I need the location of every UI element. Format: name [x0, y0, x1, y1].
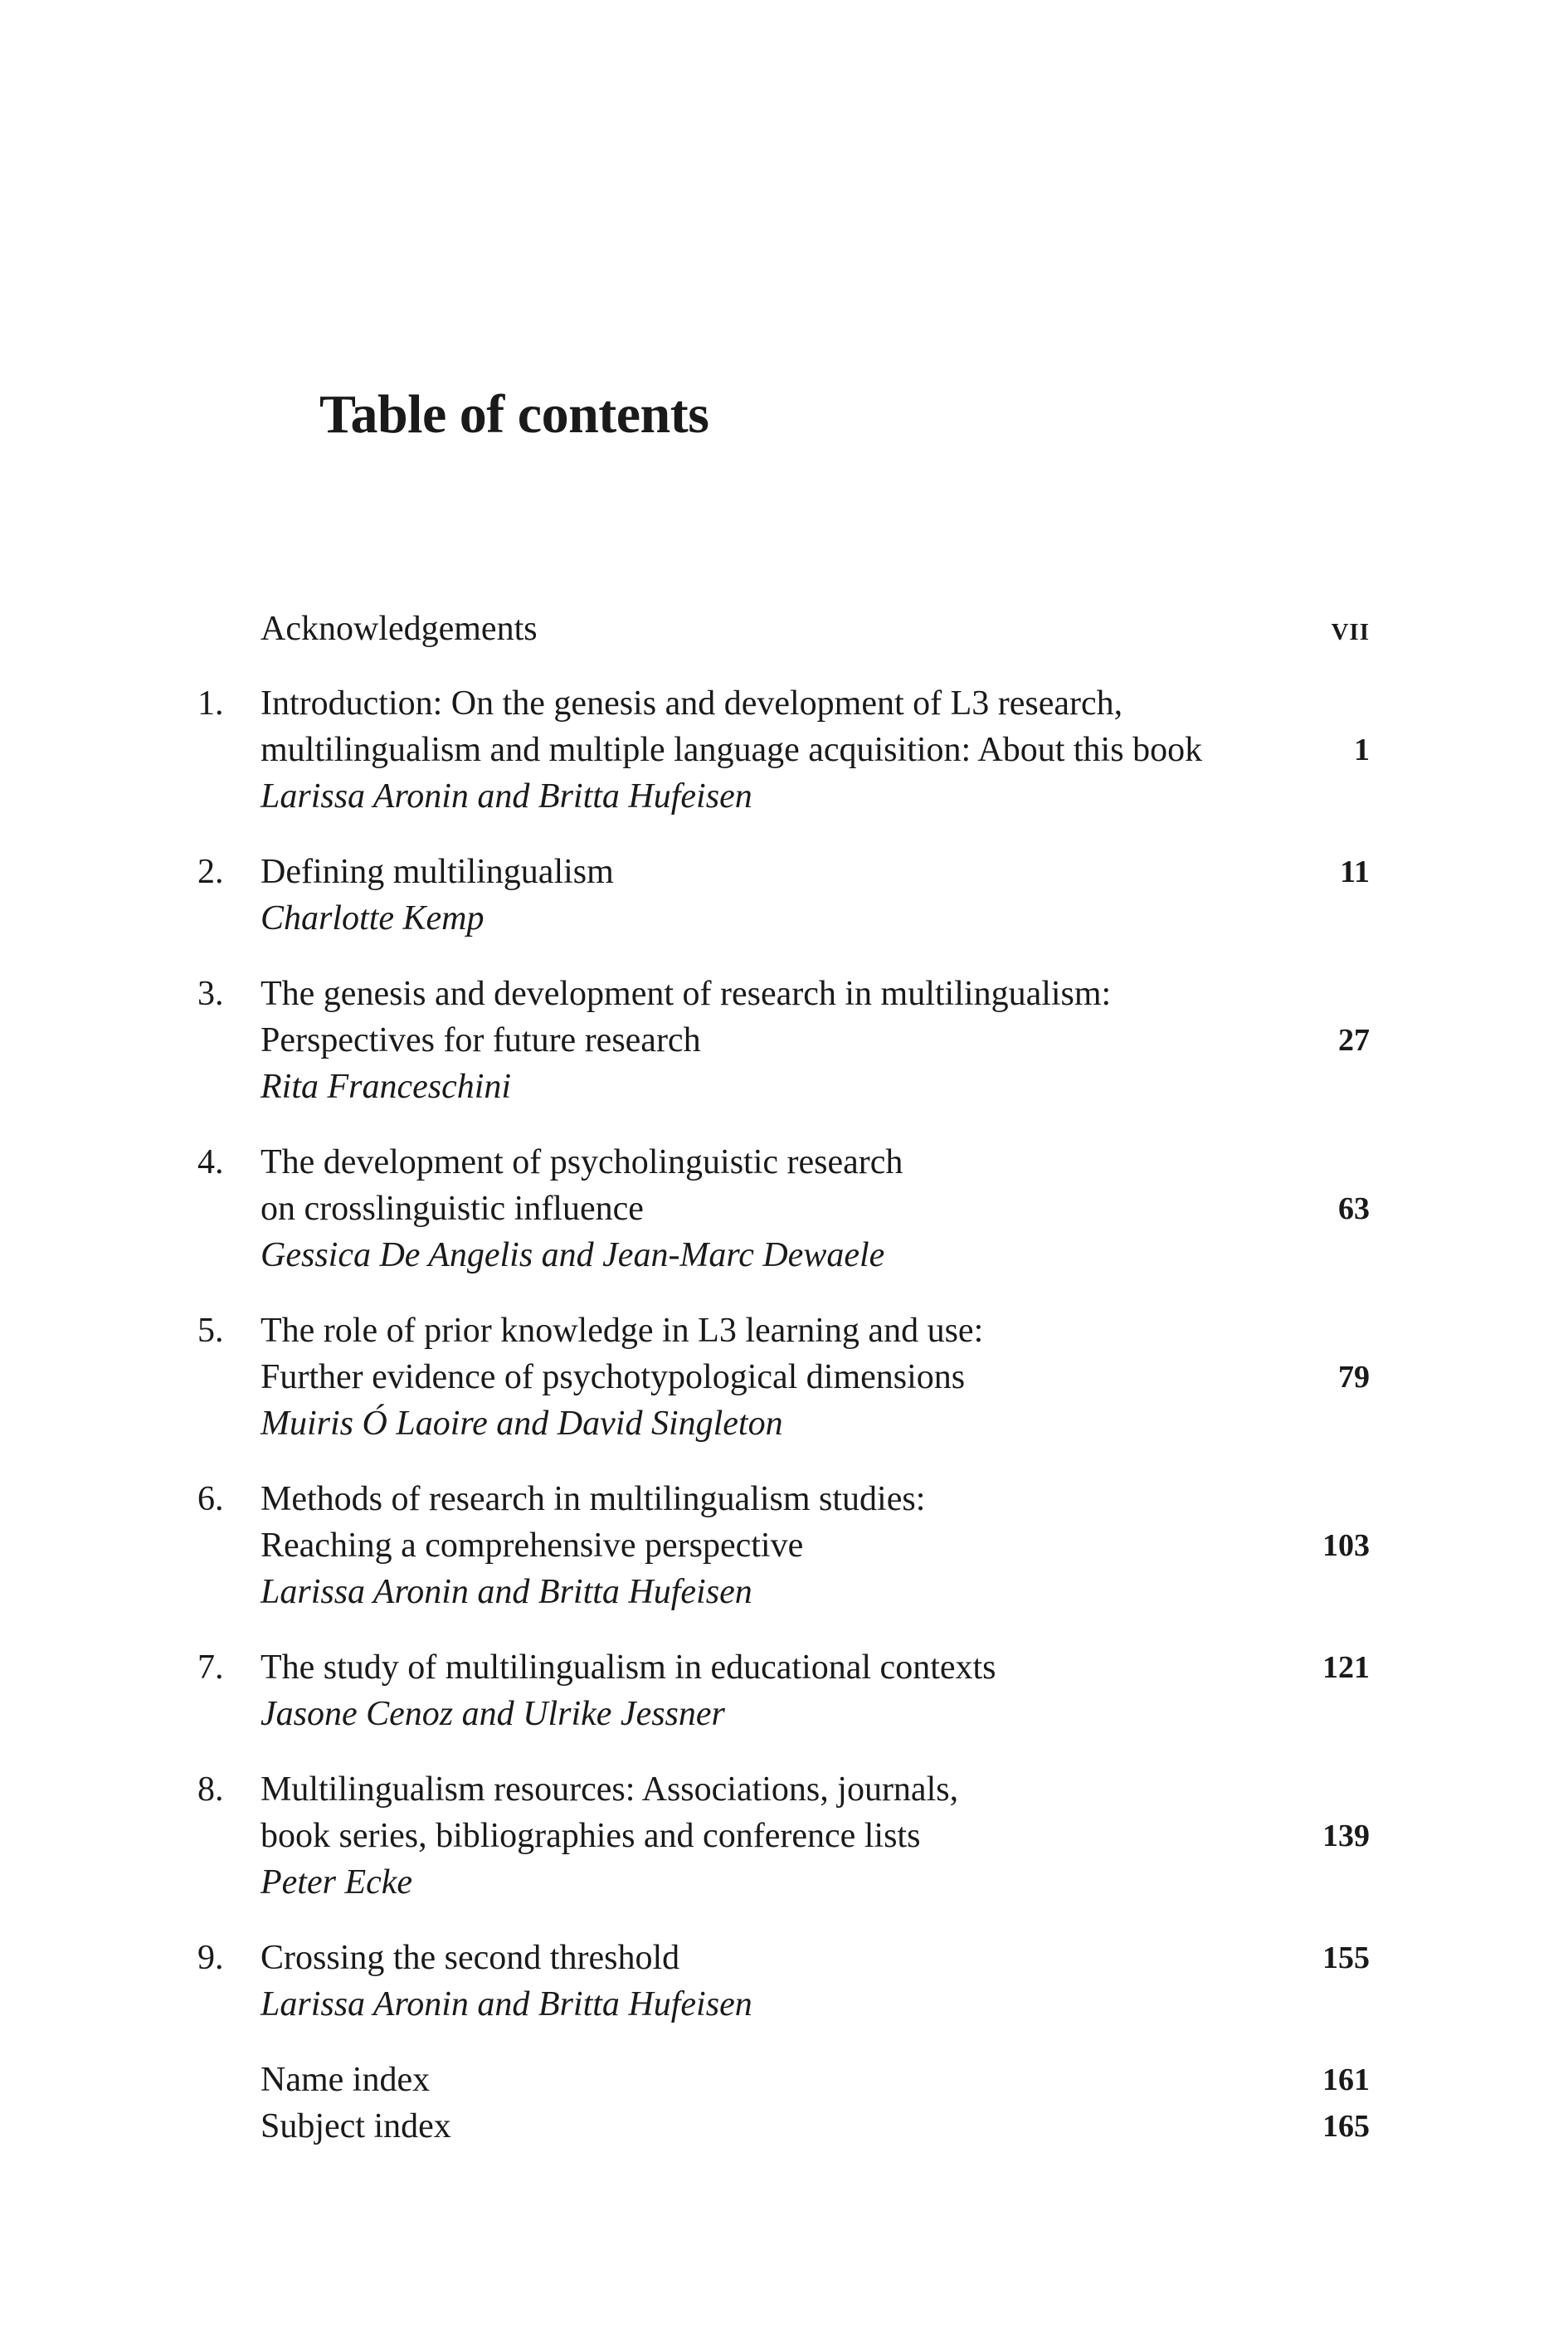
toc-entry-title[interactable]: Introduction: On the genesis and development of L3 research,	[261, 684, 1123, 723]
toc-entry-title[interactable]: Further evidence of psychotypological dimensions	[261, 1358, 966, 1396]
toc-entry-number: 9.	[197, 1939, 224, 1977]
toc-page-number: 121	[1322, 1650, 1370, 1685]
toc-entry-author: Charlotte Kemp	[261, 899, 485, 937]
toc-page-number: 139	[1322, 1819, 1370, 1853]
toc-entry-title[interactable]: Crossing the second threshold	[261, 1939, 680, 1977]
toc-entry-number: 5.	[197, 1312, 224, 1350]
toc-entry-title[interactable]: on crosslinguistic influence	[261, 1190, 644, 1228]
toc-entry-title[interactable]: The genesis and development of research in multilingualism:	[261, 975, 1112, 1013]
toc-entry-title[interactable]: The role of prior knowledge in L3 learning and use:	[261, 1312, 984, 1350]
toc-entry-title[interactable]: Methods of research in multilingualism studies:	[261, 1480, 926, 1518]
toc-entry-subject-index[interactable]: Subject index	[261, 2107, 451, 2145]
toc-entry-author: Larissa Aronin and Britta Hufeisen	[261, 1985, 752, 2023]
toc-entry-author: Gessica De Angelis and Jean-Marc Dewaele	[261, 1236, 885, 1274]
toc-entry-title[interactable]: Multilingualism resources: Associations, journals,	[261, 1770, 959, 1809]
toc-entry-author: Muiris Ó Laoire and David Singleton	[261, 1405, 783, 1443]
toc-entry-acknowledgements[interactable]: Acknowledgements	[261, 610, 538, 648]
toc-entry-title[interactable]: Reaching a comprehensive perspective	[261, 1527, 804, 1565]
toc-entry-number: 1.	[197, 684, 224, 723]
toc-page-number: 27	[1338, 1023, 1370, 1058]
toc-entry-title[interactable]: The study of multilingualism in educational contexts	[261, 1648, 996, 1687]
toc-page-number: 11	[1340, 855, 1370, 889]
toc-entry-name-index[interactable]: Name index	[261, 2061, 431, 2099]
toc-page-number: 1	[1354, 733, 1370, 767]
toc-entry-title[interactable]: multilingualism and multiple language acquisition: About this book	[261, 731, 1203, 769]
toc-entry-number: 7.	[197, 1648, 224, 1687]
toc-entry-title[interactable]: Perspectives for future research	[261, 1021, 701, 1059]
toc-entry-author: Rita Franceschini	[261, 1068, 512, 1106]
toc-page-number: 165	[1322, 2109, 1370, 2144]
toc-entry-number: 6.	[197, 1480, 224, 1518]
toc-entry-number: 4.	[197, 1143, 224, 1181]
toc-entry-author: Larissa Aronin and Britta Hufeisen	[261, 1573, 752, 1611]
toc-entry-title[interactable]: Defining multilingualism	[261, 853, 614, 891]
toc-entry-number: 2.	[197, 853, 224, 891]
toc-entry-number: 3.	[197, 975, 224, 1013]
toc-entry-author: Larissa Aronin and Britta Hufeisen	[261, 777, 752, 816]
toc-page-number: 103	[1322, 1528, 1370, 1563]
toc-page-number: 155	[1322, 1941, 1370, 1975]
toc-page-number: 161	[1322, 2062, 1370, 2097]
toc-page-number: 79	[1338, 1360, 1370, 1395]
toc-page-number: 63	[1338, 1191, 1370, 1226]
toc-entry-author: Peter Ecke	[261, 1863, 413, 1902]
toc-entry-title[interactable]: book series, bibliographies and conference lists	[261, 1817, 921, 1855]
toc-page-number: vii	[1331, 610, 1370, 648]
toc-entry-title[interactable]: The development of psycholinguistic research	[261, 1143, 903, 1181]
toc-entry-author: Jasone Cenoz and Ulrike Jessner	[261, 1695, 725, 1733]
page-title: Table of contents	[319, 384, 709, 445]
toc-entry-number: 8.	[197, 1770, 224, 1809]
